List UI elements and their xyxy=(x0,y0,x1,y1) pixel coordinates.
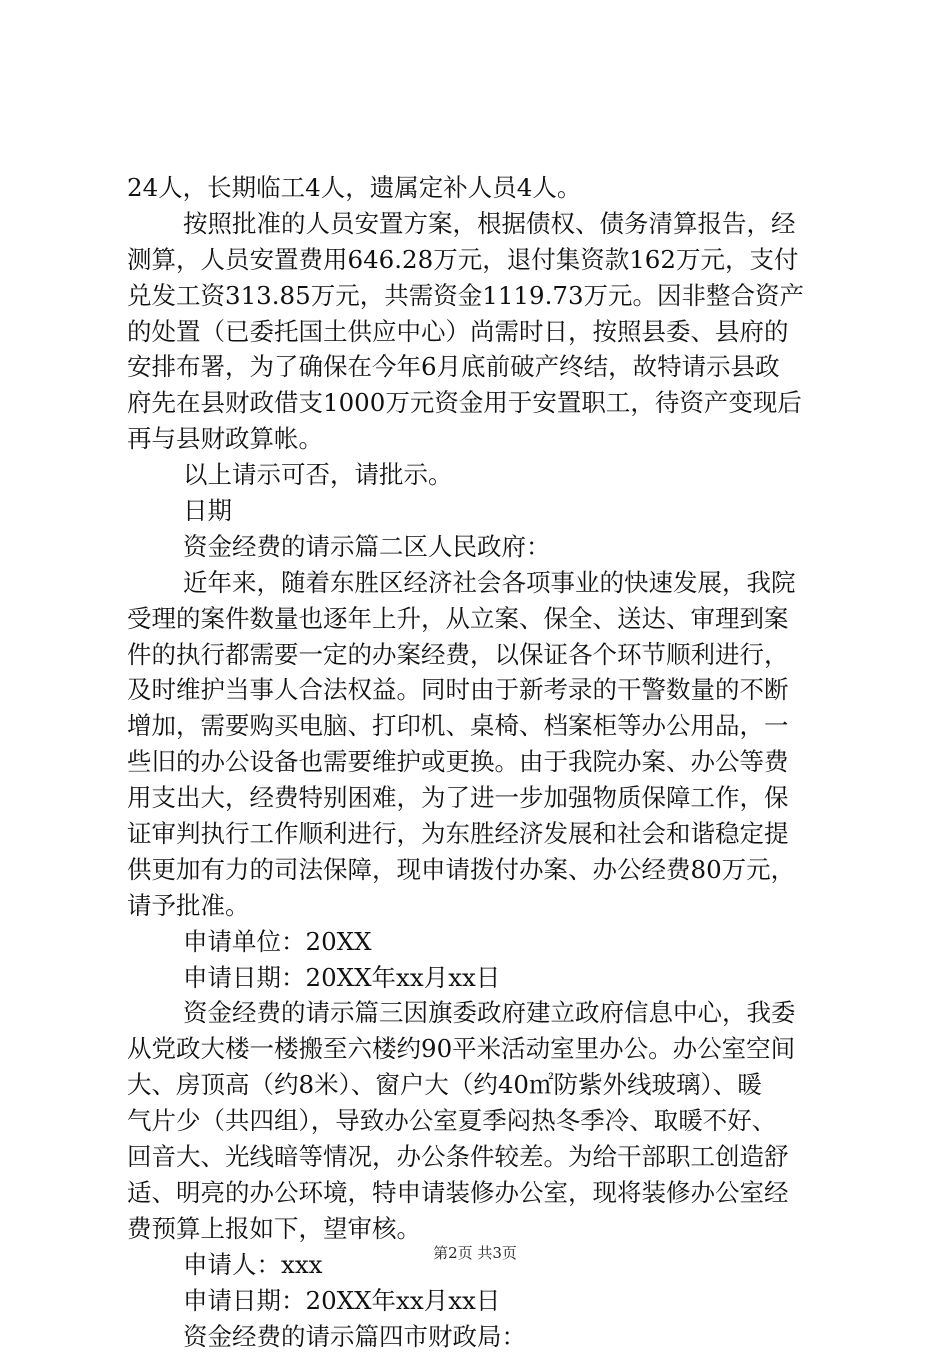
page-number: 第2页 共3页 xyxy=(0,1242,950,1263)
text-line: 供更加有力的司法保障，现申请拨付办案、办公经费80万元， xyxy=(127,852,831,888)
section-heading: 资金经费的请示篇三因旗委政府建立政府信息中心，我委 xyxy=(127,995,831,1031)
section-heading: 资金经费的请示篇四市财政局： xyxy=(127,1319,831,1354)
text-line: 安排布署，为了确保在今年6月底前破产终结，故特请示县政 xyxy=(127,349,831,385)
text-line: 费预算上报如下，望审核。 xyxy=(127,1211,831,1247)
text-line: 24人，长期临工4人，遗属定补人员4人。 xyxy=(127,170,831,206)
text-line: 些旧的办公设备也需要维护或更换。由于我院办案、办公等费 xyxy=(127,744,831,780)
applicant: 申请人：xxx xyxy=(127,1247,831,1283)
text-line: 日期 xyxy=(127,493,831,529)
text-line: 的处置（已委托国土供应中心）尚需时日，按照县委、县府的 xyxy=(127,314,831,350)
text-line: 大、房顶高（约8米）、窗户大（约40㎡防紫外线玻璃）、暖 xyxy=(127,1067,831,1103)
section-heading: 资金经费的请示篇二区人民政府： xyxy=(127,529,831,565)
document-body xyxy=(127,170,831,1354)
text-line: 用支出大，经费特别困难，为了进一步加强物质保障工作，保 xyxy=(127,780,831,816)
text-line: 兑发工资313.85万元，共需资金1119.73万元。因非整合资产 xyxy=(127,278,831,314)
text-line: 再与县财政算帐。 xyxy=(127,421,831,457)
text-line: 以上请示可否，请批示。 xyxy=(127,457,831,493)
text-line: 及时维护当事人合法权益。同时由于新考录的干警数量的不断 xyxy=(127,672,831,708)
text-line: 请予批准。 xyxy=(127,888,831,924)
text-line: 气片少（共四组），导致办公室夏季闷热冬季冷、取暖不好、 xyxy=(127,1103,831,1139)
text-line: 近年来，随着东胜区经济社会各项事业的快速发展，我院 xyxy=(127,565,831,601)
text-line: 府先在县财政借支1000万元资金用于安置职工，待资产变现后 xyxy=(127,385,831,421)
text-line: 从党政大楼一楼搬至六楼约90平米活动室里办公。办公室空间 xyxy=(127,1031,831,1067)
text-line: 证审判执行工作顺利进行，为东胜经济发展和社会和谐稳定提 xyxy=(127,816,831,852)
text-line: 受理的案件数量也逐年上升，从立案、保全、送达、审理到案 xyxy=(127,601,831,637)
text-line: 测算，人员安置费用646.28万元，退付集资款162万元，支付 xyxy=(127,242,831,278)
application-date: 申请日期：20XX年xx月xx日 xyxy=(127,1283,831,1319)
text-line: 适、明亮的办公环境，特申请装修办公室，现将装修办公室经 xyxy=(127,1175,831,1211)
text-line: 按照批准的人员安置方案，根据债权、债务清算报告，经 xyxy=(127,206,831,242)
application-date: 申请日期：20XX年xx月xx日 xyxy=(127,960,831,996)
text-line: 件的执行都需要一定的办案经费，以保证各个环节顺利进行， xyxy=(127,637,831,673)
applicant-unit: 申请单位：20XX xyxy=(127,924,831,960)
text-line: 回音大、光线暗等情况，办公条件较差。为给干部职工创造舒 xyxy=(127,1139,831,1175)
text-line: 增加，需要购买电脑、打印机、桌椅、档案柜等办公用品，一 xyxy=(127,708,831,744)
